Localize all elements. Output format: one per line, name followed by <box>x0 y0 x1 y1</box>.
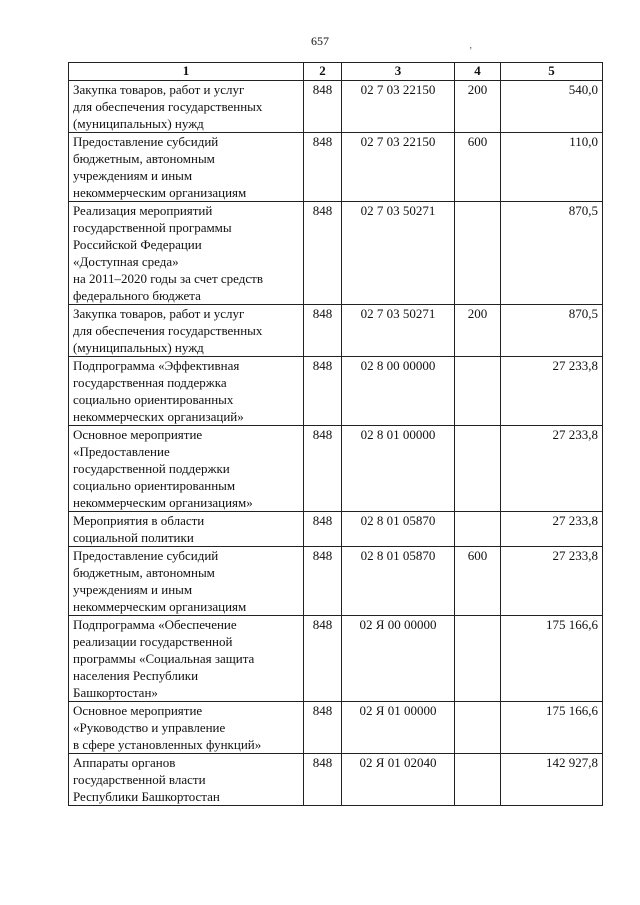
table-row <box>69 512 603 547</box>
table-row <box>69 754 603 806</box>
table-row <box>69 305 603 357</box>
row-name-line: государственной поддержки <box>73 461 230 476</box>
ministry-code-cell: 848 <box>304 305 342 357</box>
row-name-line: Мероприятия в области <box>73 513 205 528</box>
row-name-cell <box>69 202 304 305</box>
expense-type-cell: 200 <box>455 305 501 357</box>
ministry-code-cell: 848 <box>304 81 342 133</box>
scan-mark: ‚ <box>469 40 473 51</box>
row-name-line: для обеспечения государственных <box>73 99 263 114</box>
expense-type-cell: 600 <box>455 547 501 616</box>
row-name-line: Подпрограмма «Обеспечение <box>73 617 237 632</box>
target-code-cell: 02 7 03 22150 <box>342 81 455 133</box>
table-row <box>69 702 603 754</box>
target-code-cell: 02 7 03 22150 <box>342 133 455 202</box>
ministry-code-cell: 848 <box>304 547 342 616</box>
row-name-line: социальной политики <box>73 530 194 545</box>
row-name-line: «Доступная среда» <box>73 254 179 269</box>
header-cell-2: 2 <box>304 63 342 81</box>
row-name-cell <box>69 616 304 702</box>
row-name-line: бюджетным, автономным <box>73 565 215 580</box>
row-name-line: государственной программы <box>73 220 232 235</box>
target-code-cell: 02 8 01 00000 <box>342 426 455 512</box>
row-name-line: в сфере установленных функций» <box>73 737 262 752</box>
row-name-line: Аппараты органов <box>73 755 176 770</box>
row-name-line: учреждениям и иным <box>73 582 193 597</box>
amount-cell: 870,5 <box>501 305 603 357</box>
row-name-line: (муниципальных) нужд <box>73 116 204 131</box>
ministry-code-cell: 848 <box>304 616 342 702</box>
table-row <box>69 202 603 305</box>
row-name-line: Предоставление субсидий <box>73 134 219 149</box>
row-name-cell <box>69 702 304 754</box>
row-name-line: некоммерческим организациям <box>73 185 247 200</box>
row-name-line: учреждениям и иным <box>73 168 193 183</box>
ministry-code-cell: 848 <box>304 426 342 512</box>
amount-cell: 870,5 <box>501 202 603 305</box>
header-cell-3: 3 <box>342 63 455 81</box>
table-row <box>69 133 603 202</box>
row-name-line: населения Республики <box>73 668 199 683</box>
row-name-line: федерального бюджета <box>73 288 201 303</box>
expense-type-cell <box>455 754 501 806</box>
row-name-line: Республики Башкортостан <box>73 789 220 804</box>
row-name-line: для обеспечения государственных <box>73 323 263 338</box>
row-name-line: некоммерческим организациям» <box>73 495 253 510</box>
row-name-line: социально ориентированным <box>73 478 236 493</box>
ministry-code-cell: 848 <box>304 133 342 202</box>
table-row <box>69 81 603 133</box>
amount-cell: 27 233,8 <box>501 512 603 547</box>
ministry-code-cell: 848 <box>304 512 342 547</box>
row-name-line: Закупка товаров, работ и услуг <box>73 306 245 321</box>
row-name-line: Башкортостан» <box>73 685 158 700</box>
expense-type-cell <box>455 512 501 547</box>
table-row <box>69 547 603 616</box>
target-code-cell: 02 7 03 50271 <box>342 202 455 305</box>
row-name-line: Подпрограмма «Эффективная <box>73 358 240 373</box>
target-code-cell: 02 7 03 50271 <box>342 305 455 357</box>
target-code-cell: 02 Я 00 00000 <box>342 616 455 702</box>
target-code-cell: 02 Я 01 00000 <box>342 702 455 754</box>
row-name-line: реализации государственной <box>73 634 233 649</box>
ministry-code-cell: 848 <box>304 357 342 426</box>
row-name-line: на 2011–2020 годы за счет средств <box>73 271 263 286</box>
table-row <box>69 426 603 512</box>
amount-cell: 175 166,6 <box>501 616 603 702</box>
expense-type-cell: 600 <box>455 133 501 202</box>
table-body <box>69 81 603 806</box>
row-name-line: «Предоставление <box>73 444 170 459</box>
target-code-cell: 02 8 01 05870 <box>342 547 455 616</box>
row-name-line: Предоставление субсидий <box>73 548 219 563</box>
target-code-cell: 02 8 00 00000 <box>342 357 455 426</box>
row-name-cell <box>69 426 304 512</box>
row-name-line: Основное мероприятие <box>73 703 203 718</box>
row-name-line: государственной власти <box>73 772 206 787</box>
expense-type-cell <box>455 702 501 754</box>
row-name-line: бюджетным, автономным <box>73 151 215 166</box>
budget-table <box>68 62 603 806</box>
row-name-line: государственная поддержка <box>73 375 227 390</box>
row-name-line: социально ориентированных <box>73 392 234 407</box>
row-name-line: некоммерческим организациям <box>73 599 247 614</box>
header-cell-1: 1 <box>69 63 304 81</box>
row-name-line: Российской Федерации <box>73 237 202 252</box>
amount-cell: 27 233,8 <box>501 357 603 426</box>
row-name-cell <box>69 305 304 357</box>
header-cell-4: 4 <box>455 63 501 81</box>
amount-cell: 27 233,8 <box>501 547 603 616</box>
expense-type-cell <box>455 202 501 305</box>
row-name-cell <box>69 357 304 426</box>
amount-cell: 142 927,8 <box>501 754 603 806</box>
row-name-line: (муниципальных) нужд <box>73 340 204 355</box>
ministry-code-cell: 848 <box>304 702 342 754</box>
ministry-code-cell: 848 <box>304 202 342 305</box>
row-name-cell <box>69 133 304 202</box>
row-name-line: Закупка товаров, работ и услуг <box>73 82 245 97</box>
expense-type-cell: 200 <box>455 81 501 133</box>
header-cell-5: 5 <box>501 63 603 81</box>
amount-cell: 175 166,6 <box>501 702 603 754</box>
amount-cell: 540,0 <box>501 81 603 133</box>
amount-cell: 27 233,8 <box>501 426 603 512</box>
target-code-cell: 02 Я 01 02040 <box>342 754 455 806</box>
row-name-cell <box>69 754 304 806</box>
row-name-cell <box>69 512 304 547</box>
expense-type-cell <box>455 616 501 702</box>
row-name-line: некоммерческих организаций» <box>73 409 244 424</box>
row-name-line: «Руководство и управление <box>73 720 226 735</box>
amount-cell: 110,0 <box>501 133 603 202</box>
table-row <box>69 616 603 702</box>
row-name-cell <box>69 547 304 616</box>
page-number: 657 <box>311 34 329 48</box>
row-name-line: Реализация мероприятий <box>73 203 213 218</box>
target-code-cell: 02 8 01 05870 <box>342 512 455 547</box>
row-name-cell <box>69 81 304 133</box>
row-name-line: программы «Социальная защита <box>73 651 255 666</box>
ministry-code-cell: 848 <box>304 754 342 806</box>
row-name-line: Основное мероприятие <box>73 427 203 442</box>
table-row <box>69 357 603 426</box>
header-row <box>69 63 603 81</box>
expense-type-cell <box>455 357 501 426</box>
expense-type-cell <box>455 426 501 512</box>
